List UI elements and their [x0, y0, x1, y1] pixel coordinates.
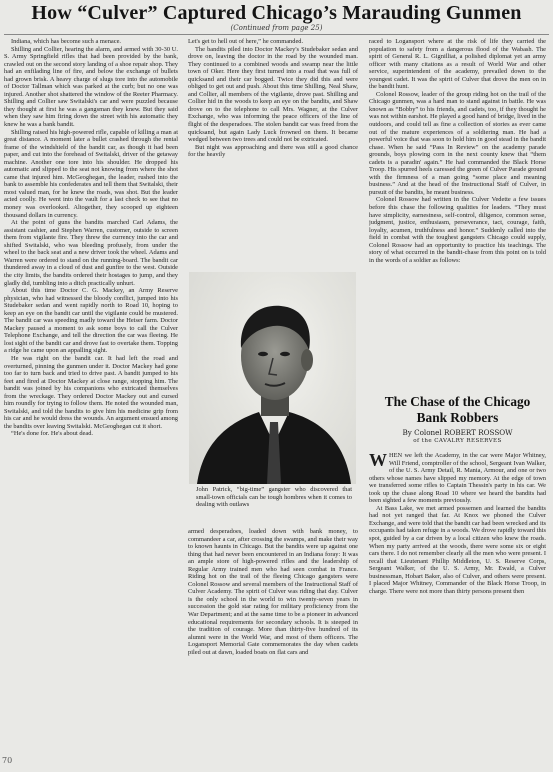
page-number: 70: [2, 756, 13, 765]
caption-lead: John Patrick, “big-time” gangster: [196, 486, 291, 493]
paragraph: Let's get to hell out of here,” he commanded.: [188, 38, 304, 45]
paragraph: At the point of guns the bandits marched Carl Adams, the assistant cashier, and Stephen Warren, customer, outside to screen them from vigilante fire. They threw the currency into the car and shifted Switalski, who was bleeding profusely, from under the wheel to the back seat and a new driver took the wheel. Adams and Warren were ordered to stand on the running-board. The bandit car thundered away in a cloud of dust and gunfire to the west. Outside the city limits, the bandits ordered their hostages to jump, and they gladly did, tumbling into a ditch practically unhurt.: [4, 219, 178, 287]
paragraph: Indiana, which has become such a menace.: [11, 38, 122, 45]
paragraph: At Bass Lake, we met armed possemen and learned the bandits had not yet ranged that far. At Knox we phoned the Culver Exchange, and were told that the bandit car had been wrecked and its occupants had taken refuge in a woods. We drove rapidly toward this spot, guided by a car driven by a local citizen who knew the roads. When my party arrived at the woods, there were some six or eight cars there. I do not remember clearly all the men who were present. I recall that Lieutenant Phillip Middleton, U. S. Reserve Corps, Sergeant Walker, of the U. S. Army, Mr. Ewald, a Culver businessman, Hobart Baker, also of Culver, and others were present. I placed Major Whitney, Commander of the Black Horse Troop, in charge. There were not more than thirty persons present then: [369, 504, 546, 595]
paragraph: About this time Doctor C. G. Mackey, an Army Reserve physician, who had witnessed the bloody conflict, jumped into his Studebaker sedan and went rapidly north to Road 10, hoping to keep an eye on the bandit car until the vigilante could be mustered. The bandit car was speeding madly toward the Heiser farm. Doctor Mackey paused a moment to ask some boys to call the Culver Telephone Exchange, and tell the direction the car was fleeing. He lost sight of the bandit car and drove fast to overtake them. Topping a ridge he came upon an appalling sight.: [4, 287, 178, 355]
sidebar-byline: [369, 428, 546, 446]
column-2-top: [188, 38, 358, 266]
column-3-top: [369, 38, 546, 388]
caption-text: who discovered that small-town officials can be tough hombres when it comes to dealing with outlaws: [196, 486, 352, 509]
photo-caption: [196, 486, 352, 509]
paragraph: armed desperadoes, loaded down with bank money, to commandeer a car, after crossing the swamps, and make their way to known haunts in Chicago. But the bandits were up against one thing that had never been encountered in an Indiana foray: It was an ample store of high-powered rifles and the leadership of Regular Army trained men who had seen combat in France. Riding hot on the trail of the fleeing Chicago gangsters were Colonel Rossow and several members of the Instructional Staff of Culver Academy. The spirit of Culver was riding that day. Culver is the only school in the world to win twenty-seven years in succession the gold star rating for military proficiency from the War Department; and at the same time to be a pioneer in advanced educational requirements for secondary schools. It is steeped in the tradition of courage. More than thirty-five hundred of its alumni were in the World War, and most of them officers. The Logansport Memorial Gate commemorates the day when cadets piled out at dawn, loaded boats on flat cars and: [188, 528, 358, 656]
paragraph: Colonel Rossow had written in the Culver Vedette a few issues before this chase the following qualities for leaders. “They must have simplicity, earnestness, self-control, diligence, common sense, judgment, justice, enthusiasm, perseverance, tact, courage, faith, loyalty, acumen, truthfulness and honor.” Suddenly called into the field in combat with the toughest gangsters Chicago could supply, Colonel Rossow had an opportunity to practice his teachings. The story of what occurred in the bandit-chase from this point on is told in the words of a soldier as follows:: [369, 196, 546, 264]
article-headline: How “Culver” Captured Chicago’s Marauding Gunmen: [31, 2, 522, 24]
column-2-bottom: [188, 528, 358, 764]
paragraph: [369, 452, 546, 505]
column-1: [4, 38, 178, 764]
paragraph: The bandits piled into Doctor Mackey's Studebaker sedan and drove on, leaving the doctor in the road by the wounded man. They continued to a combined woods and swamp near the little town of Oker. Here they first turned into a road that was full of quicksand and their car bogged. Twice they did this and were obliged to get out and push. About this time Shilling, Neal Shaw, and Collier, all members of the vigilante, drove past. Shilling and Collier hid in the woods to keep an eye on the bandits, and Shaw drove on to the telephone to call Mrs. Wagner, at the Culver Exchange, who was informing the peace officers of the line of flight of the desperadoes. The stolen bandit car was freed from the quicksand, but again Lady Luck frowned on them. It became wedged between two trees and could not be extricated.: [188, 45, 358, 144]
paragraph: Shilling raised his high-powered rifle, capable of killing a man at great distance. A moment later a bullet crashed through the rental frame of the windshield of the bandit car, as though it had been paper, and cut into the forehead of Switalski, driver of the getaway machine. Another one tore into his shoulder. He dropped his automatic and slipped to the seat not knowing from where the shot came that injured him. McGeoghegan, the leader, rushed into the bank to assemble his confederates and tell them that Switalski, their most valued man, for he knew the roads, was shot. But the leader acted coolly. He went into the vault for a last check to see that no money was overlooked. Altogether, they scooped up eighteen thousand dollars in currency.: [4, 128, 178, 219]
byline-author: By Colonel ROBERT ROSSOW: [402, 428, 513, 437]
continued-note: (Continued from page 25): [230, 24, 323, 32]
paragraph: He was right on the bandit car. It had left the road and overturned, pinning the gunmen under it. Doctor Mackey had gone too far to turn back and tried to drive past. A bandit jumped to his feet and fired at Doctor Mackey at close range, stopping him. The bandit was joined by his companions who extricated themselves from the wreckage. They ordered Doctor Mackey out and cursed him roundly for trying to follow them. He noted the wounded man, Switalski, and told the bandits to give him his medicine grip from his car and he would dress the wounds. An argument ensued among the bandits over leaving Switalski. McGeoghegan cut it short.: [4, 354, 178, 430]
byline-rank: of the CAVALRY RESERVES: [413, 438, 502, 444]
header-rule: [4, 34, 549, 35]
sidebar-title: The Chase of the Chicago Bank Robbers: [384, 394, 531, 425]
drop-cap: W: [369, 452, 387, 470]
paragraph: “He's done for. He's about dead.: [11, 430, 93, 438]
portrait-illustration: [189, 272, 356, 484]
paragraph-text: HEN we left the Academy, in the car were Major Whitney, Will Friend, comptroller of the school, Sergeant Ivan Walker, of the U. S. Army Detail, R. Mania, Armour, and one or two others whose names have slipped my memory. At the edge of town we transferred some rifles to Captain Thessin's party in his car. We took up the chase along Road 10 where we heard the bandits had been sighted a few moments previously.: [369, 452, 546, 505]
paragraph: raced to Logansport where at the risk of life they carried the population to safety from a dangerous flood of the Wabash. The spirit of General R. L. Gignilliat, a polished diplomat yet an army officer with many citations as a result of World War and other service, superintendent of the academy, prevailed down to the youngest cadet. It was the spirit of Culver that drove the men on in the bandit hunt.: [369, 38, 546, 91]
paragraph: Shilling and Collier, hearing the alarm, and armed with 30-30 U. S. Army Springfield rifles that had been provided by the bank, crawled out on the second story landing of a shoe repair shop. They had an enfilading line of fire, and below the exchange of bullets had grown brisk. A heavy charge of slugs tore into the automobile of Doctor Tallman which was parked at the curb; but no one was injured. Another shot shattered the window of the Reeter Pharmacy. Shilling and Collier saw Switalski's car and were puzzled because they thought at first he was a gangsman they knew. But they said when they saw him firing down the street with his automatic they knew he was a bank bandit.: [4, 45, 178, 129]
column-3-bottom: [369, 452, 546, 764]
paragraph: But night was approaching and there was still a good chance for the heavily: [188, 143, 358, 159]
portrait-photo: [189, 272, 356, 484]
paragraph: Colonel Rossow, leader of the group riding hot on the trail of the Chicago gunmen, was a hard man to stand against in battle. He was known as “Bobby” to his friends, and cadets, too, if they thought he was not within earshot. He played a good hand of bridge, lived in the outdoors, and could tell as fine a collection of stories as ever came out of the mature experiences of a soldiering man. He had a powerful voice that was soon to hold him in good stead in the bandit chase. When he said “Pass In Review” on the academy parade grounds, boys plowing corn in the next county knew that “them cadets is a paradin' again.” He had commanded the Black Horse Troop. His spurred heels caressed the green of Culver Parade ground with the firmness of a man going “some place and meaning business.” And at the head of the Instructional Staff of Culver, in pursuit of the bandits, he meant business.: [369, 90, 546, 196]
